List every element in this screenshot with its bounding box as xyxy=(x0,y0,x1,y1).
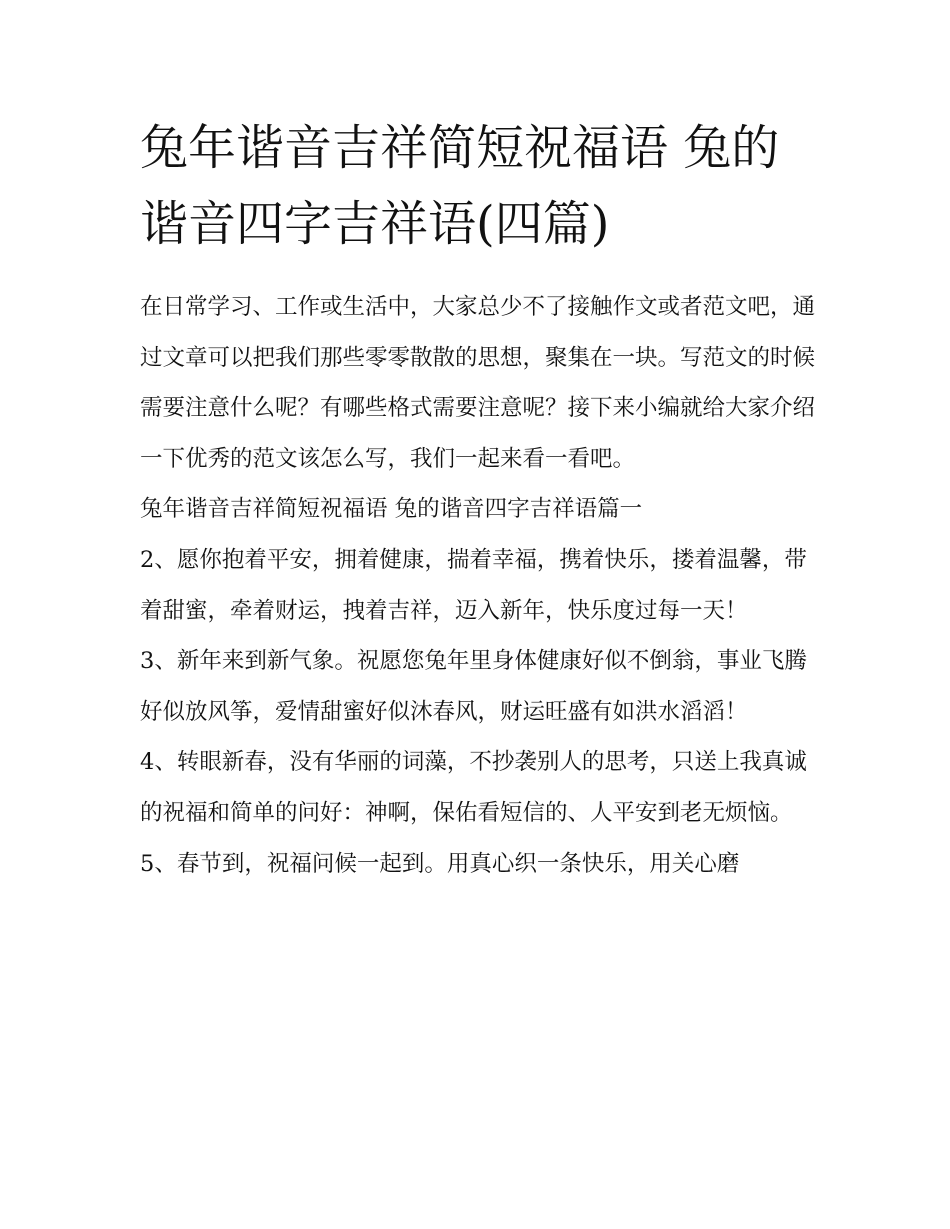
list-item-4: 4、转眼新春，没有华丽的词藻，不抄袭别人的思考，只送上我真诚的祝福和简单的问好：神啊，保佑看短信的、人平安到老无烦恼。 xyxy=(140,749,807,826)
section-heading: 兔年谐音吉祥简短祝福语 兔的谐音四字吉祥语篇一 xyxy=(140,496,643,523)
document-title: 兔年谐音吉祥简短祝福语 兔的谐音四字吉祥语(四篇) xyxy=(140,120,780,252)
list-item-3: 3、新年来到新气象。祝愿您兔年里身体健康好似不倒翁，事业飞腾好似放风筝，爱情甜蜜好似沐春风，财运旺盛有如洪水滔滔！ xyxy=(140,648,807,725)
intro-paragraph: 在日常学习、工作或生活中，大家总少不了接触作文或者范文吧，通过文章可以把我们那些零零散散的思想，聚集在一块。写范文的时候需要注意什么呢？有哪些格式需要注意呢？接下来小编就给大家介绍一下优秀的范文该怎么写，我们一起来看一看吧。 xyxy=(140,294,816,472)
list-item-5: 5、春节到，祝福问候一起到。用真心织一条快乐，用关心磨 xyxy=(140,850,740,877)
list-item-2: 2、愿你抱着平安，拥着健康，揣着幸福，携着快乐，搂着温馨，带着甜蜜，牵着财运，拽着吉祥，迈入新年，快乐度过每一天！ xyxy=(140,546,807,624)
document-page xyxy=(140,110,820,889)
